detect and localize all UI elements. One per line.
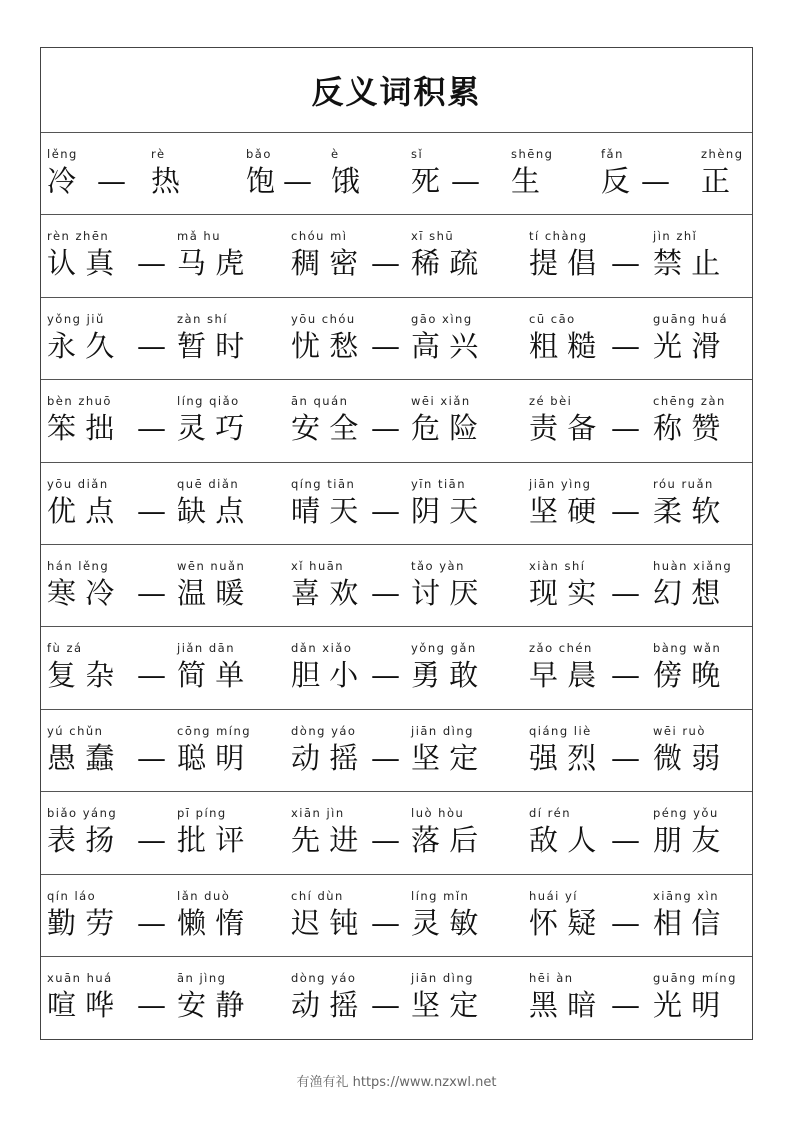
dash-separator: — [611,740,640,775]
word-a: 反 [601,164,631,198]
pinyin-a: hēi àn [529,970,574,985]
pinyin-b: quē diǎn [177,476,240,491]
pinyin-a: qín láo [47,888,97,903]
pinyin-a: hán lěng [47,558,110,573]
word-b: 坚 定 [411,740,479,775]
word-b: 缺 点 [177,493,245,528]
dash-separator: — [611,493,640,528]
antonym-row [41,133,752,215]
dash-separator: — [371,740,400,775]
pinyin-b: gāo xìng [411,311,473,326]
word-a: 表 扬 [47,823,115,858]
word-b: 称 赞 [653,411,721,446]
pinyin-a: lěng [47,147,78,161]
word-a: 动 摇 [291,740,359,775]
antonym-row [41,792,752,874]
dash-separator: — [371,658,400,693]
word-a: 喜 欢 [291,575,359,610]
pinyin-b: yīn tiān [411,476,466,491]
word-b: 高 兴 [411,328,479,363]
pinyin-a: xiàn shí [529,558,586,573]
pinyin-a: zé bèi [529,394,573,409]
pinyin-a: yú chǔn [47,723,104,738]
word-b: 暂 时 [177,328,245,363]
word-b: 热 [151,164,181,198]
pinyin-b: pī píng [177,806,227,821]
word-a: 复 杂 [47,658,115,693]
word-a: 动 摇 [291,987,359,1022]
antonym-row [41,215,752,297]
dash-separator: — [371,823,400,858]
word-b: 勇 敢 [411,658,479,693]
antonym-row [41,957,752,1039]
word-a: 优 点 [47,493,115,528]
word-b: 阴 天 [411,493,479,528]
dash-separator: — [137,328,166,363]
word-b: 饿 [331,164,361,198]
dash-separator: — [371,493,400,528]
word-a: 迟 钝 [291,905,359,940]
dash-separator: — [137,411,166,446]
word-a: 稠 密 [291,246,359,281]
pinyin-b: bàng wǎn [653,641,722,656]
word-a: 死 [411,164,441,198]
word-b: 生 [511,164,541,198]
dash-separator: — [97,164,126,198]
antonym-row [41,463,752,545]
word-b: 马 虎 [177,246,245,281]
word-a: 先 进 [291,823,359,858]
dash-separator: — [371,246,400,281]
pinyin-a: zǎo chén [529,641,593,656]
word-a: 坚 硬 [529,493,597,528]
pinyin-b: zàn shí [177,311,229,326]
dash-separator: — [611,987,640,1022]
dash-separator: — [137,575,166,610]
antonym-row [41,298,752,380]
dash-separator: — [283,164,312,198]
page-title: 反义词积累 [311,73,482,111]
pinyin-a: ān quán [291,394,349,409]
word-a: 冷 [47,164,77,198]
antonym-row [41,380,752,462]
word-a: 早 晨 [529,658,597,693]
word-b: 幻 想 [653,575,721,610]
antonym-row [41,710,752,792]
pinyin-b: zhèng [701,147,744,161]
word-b: 正 [701,164,731,198]
word-b: 傍 晚 [653,658,721,693]
word-b: 光 明 [653,987,721,1022]
dash-separator: — [371,411,400,446]
pinyin-a: rèn zhēn [47,229,110,244]
dash-separator: — [451,164,480,198]
word-b: 温 暖 [177,575,245,610]
pinyin-b: wēi ruò [653,723,706,738]
dash-separator: — [137,905,166,940]
dash-separator: — [137,823,166,858]
pinyin-a: qíng tiān [291,476,356,491]
word-a: 认 真 [47,246,115,281]
word-a: 现 实 [529,575,597,610]
pinyin-b: xiāng xìn [653,888,720,903]
word-a: 忧 愁 [291,328,359,363]
word-a: 胆 小 [291,658,359,693]
dash-separator: — [137,658,166,693]
pinyin-a: chí dùn [291,888,344,903]
word-b: 聪 明 [177,740,245,775]
word-a: 提 倡 [529,246,597,281]
antonym-row [41,627,752,709]
word-b: 相 信 [653,905,721,940]
pinyin-b: huàn xiǎng [653,558,733,573]
pinyin-b: shēng [511,147,554,161]
word-a: 晴 天 [291,493,359,528]
word-b: 稀 疏 [411,246,479,281]
pinyin-b: è [331,147,340,161]
dash-separator: — [611,411,640,446]
pinyin-a: dí rén [529,806,571,821]
pinyin-a: xiān jìn [291,806,345,821]
pinyin-b: jiān dìng [411,970,474,985]
dash-separator: — [137,987,166,1022]
pinyin-b: yǒng gǎn [411,641,477,656]
pinyin-a: qiáng liè [529,723,592,738]
antonym-row [41,875,752,957]
word-a: 黑 暗 [529,987,597,1022]
word-a: 敌 人 [529,823,597,858]
pinyin-a: chóu mì [291,229,348,244]
dash-separator: — [611,246,640,281]
word-b: 危 险 [411,411,479,446]
pinyin-a: jiān yìng [529,476,592,491]
word-a: 笨 拙 [47,411,115,446]
word-b: 灵 巧 [177,411,245,446]
word-b: 讨 厌 [411,575,479,610]
pinyin-b: rè [151,147,166,161]
word-a: 粗 糙 [529,328,597,363]
pinyin-a: dòng yáo [291,723,357,738]
dash-separator: — [137,740,166,775]
word-b: 批 评 [177,823,245,858]
word-b: 禁 止 [653,246,721,281]
pinyin-a: sǐ [411,147,424,161]
dash-separator: — [371,987,400,1022]
word-a: 安 全 [291,411,359,446]
pinyin-b: mǎ hu [177,229,221,244]
pinyin-b: ān jìng [177,970,227,985]
dash-separator: — [611,658,640,693]
word-a: 勤 劳 [47,905,115,940]
dash-separator: — [641,164,670,198]
pinyin-b: líng qiǎo [177,394,240,409]
pinyin-b: cōng míng [177,723,252,738]
pinyin-a: cū cāo [529,311,576,326]
pinyin-b: guāng huá [653,311,729,326]
footer-watermark: 有渔有礼 https://www.nzxwl.net [296,1075,497,1090]
title-row [41,48,752,133]
pinyin-a: tí chàng [529,229,588,244]
dash-separator: — [611,575,640,610]
word-a: 怀 疑 [529,905,597,940]
dash-separator: — [137,493,166,528]
pinyin-b: jìn zhǐ [653,229,698,244]
word-a: 饱 [246,164,276,198]
dash-separator: — [371,328,400,363]
pinyin-b: péng yǒu [653,806,719,821]
word-b: 微 弱 [653,740,721,775]
dash-separator: — [611,328,640,363]
pinyin-a: dòng yáo [291,970,357,985]
pinyin-a: bèn zhuō [47,394,112,409]
dash-separator: — [611,823,640,858]
pinyin-a: yōu chóu [291,311,356,326]
pinyin-a: yǒng jiǔ [47,311,105,326]
dash-separator: — [371,575,400,610]
word-a: 强 烈 [529,740,597,775]
pinyin-a: fù zá [47,641,83,656]
pinyin-a: dǎn xiǎo [291,641,353,656]
word-b: 光 滑 [653,328,721,363]
word-b: 落 后 [411,823,479,858]
pinyin-a: bǎo [246,147,272,161]
pinyin-a: biǎo yáng [47,806,118,821]
pinyin-b: tǎo yàn [411,558,465,573]
pinyin-b: jiǎn dān [177,641,236,656]
antonym-worksheet [40,47,753,1040]
pinyin-b: wēn nuǎn [177,558,246,573]
pinyin-a: xuān huá [47,970,113,985]
pinyin-b: wēi xiǎn [411,394,471,409]
word-b: 简 单 [177,658,245,693]
word-a: 愚 蠢 [47,740,115,775]
word-b: 灵 敏 [411,905,479,940]
word-a: 寒 冷 [47,575,115,610]
pinyin-b: lǎn duò [177,888,231,903]
pinyin-a: yōu diǎn [47,476,109,491]
pinyin-b: jiān dìng [411,723,474,738]
pinyin-b: róu ruǎn [653,476,714,491]
word-b: 朋 友 [653,823,721,858]
dash-separator: — [611,905,640,940]
word-b: 柔 软 [653,493,721,528]
word-a: 喧 哗 [47,987,115,1022]
pinyin-b: líng mǐn [411,888,470,903]
word-b: 安 静 [177,987,245,1022]
dash-separator: — [371,905,400,940]
pinyin-b: guāng míng [653,970,737,985]
pinyin-a: fǎn [601,147,624,161]
dash-separator: — [137,246,166,281]
word-a: 责 备 [529,411,597,446]
pinyin-b: xī shū [411,229,455,244]
word-b: 懒 惰 [177,905,245,940]
antonym-row [41,545,752,627]
antonym-rows [41,133,752,1039]
word-a: 永 久 [47,328,115,363]
word-b: 坚 定 [411,987,479,1022]
pinyin-b: luò hòu [411,806,465,821]
pinyin-a: huái yí [529,888,578,903]
pinyin-a: xǐ huān [291,558,345,573]
pinyin-b: chēng zàn [653,394,726,409]
